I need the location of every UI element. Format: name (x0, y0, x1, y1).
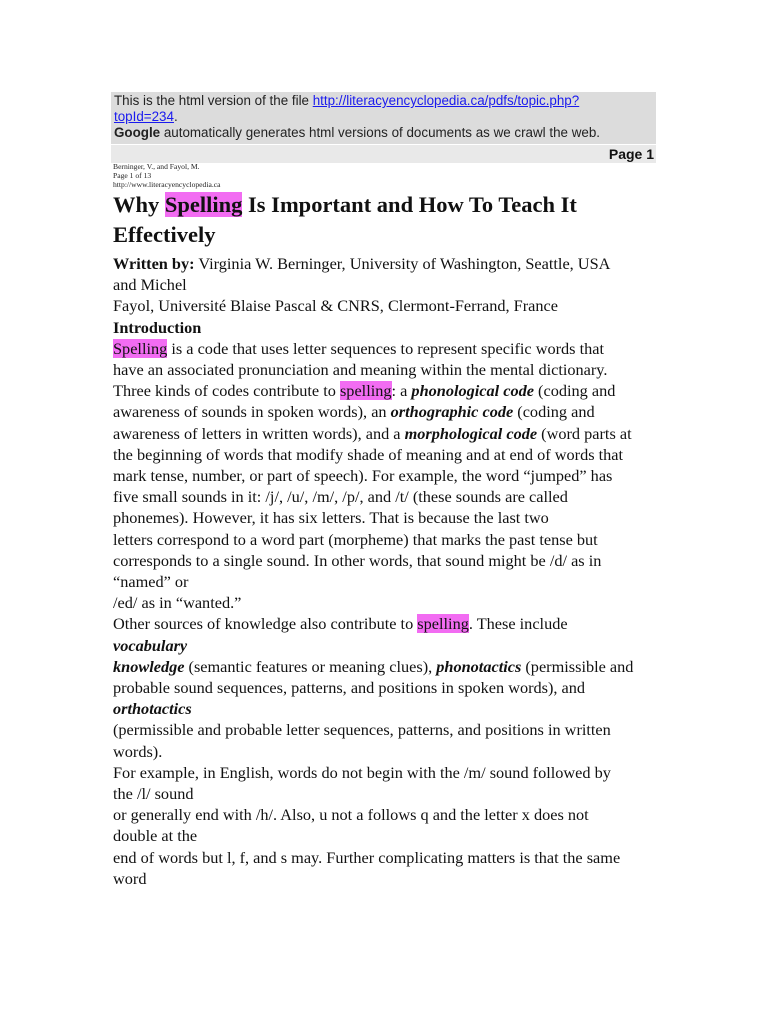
body-text: Spelling is a code that uses letter sequences to represent specific words that have an associated pronunciation and meaning within the mental dictionary. Three kinds of codes contribute to spelling: a phonological code (coding and awareness of sounds in spoken words), an orthographic code (coding and awareness of letters in written words), and a morphological code (word parts at the beginning of words that modify shade of meaning and at end of words that mark tense, number, or part of speech). For example, the word “jumped” has five small sounds in it: /j/, /u/, /m/, /p/, and /t/ (these sounds are called phonemes). However, it has six letters. That is because the last two letters correspond to a word part (morpheme) that marks the past tense but corresponds to a single sound. In other words, that sound might be /d/ as in “named” or /ed/ as in “wanted.” Other sources of knowledge also contribute to spelling. These include vocabulary knowledge (semantic features or meaning clues), phonotactics (permissible and probable sound sequences, patterns, and positions in spoken words), and orthotactics (permissible and probable letter sequences, patterns, and positions in written words). For example, in English, words do not begin with the /m/ sound followed by the /l/ sound or generally end with /h/. Also, u not a follows q and the letter x does not double at the end of words but l, f, and s may. Further complicating matters is that the same word (113, 338, 634, 888)
search-highlight: spelling (339, 381, 392, 401)
authors: Written by: Virginia W. Berninger, University of Washington, Seattle, USA and Michel Fayol, Université Blaise Pascal & CNRS, Clermont-Ferrand, France (113, 254, 611, 316)
document-title: Why Spelling Is Important and How To Teach It Effectively (113, 192, 577, 247)
source-link[interactable]: http://literacyencyclopedia.ca/pdfs/topic.php? topId=234 (114, 93, 580, 124)
search-highlight: Spelling (113, 338, 168, 358)
google-label: Google (114, 125, 161, 140)
document-header-small: Berninger, V., and Fayol, M. Page 1 of 13 http://www.literacyencyclopedia.ca (113, 162, 221, 190)
banner-note: automatically generates html versions of documents as we crawl the web. (160, 125, 600, 140)
search-highlight: Spelling (164, 192, 243, 217)
page-indicator: Page 1 (111, 145, 656, 163)
cache-banner: This is the html version of the file http://literacyencyclopedia.ca/pdfs/topic.php? topId=234. Google automatically generates html versions of documents as we crawl the web. (111, 92, 656, 144)
section-heading: Introduction (113, 317, 202, 337)
document-body (113, 190, 661, 889)
search-highlight: spelling (417, 614, 469, 634)
banner-prefix: This is the html version of the file (114, 93, 313, 108)
